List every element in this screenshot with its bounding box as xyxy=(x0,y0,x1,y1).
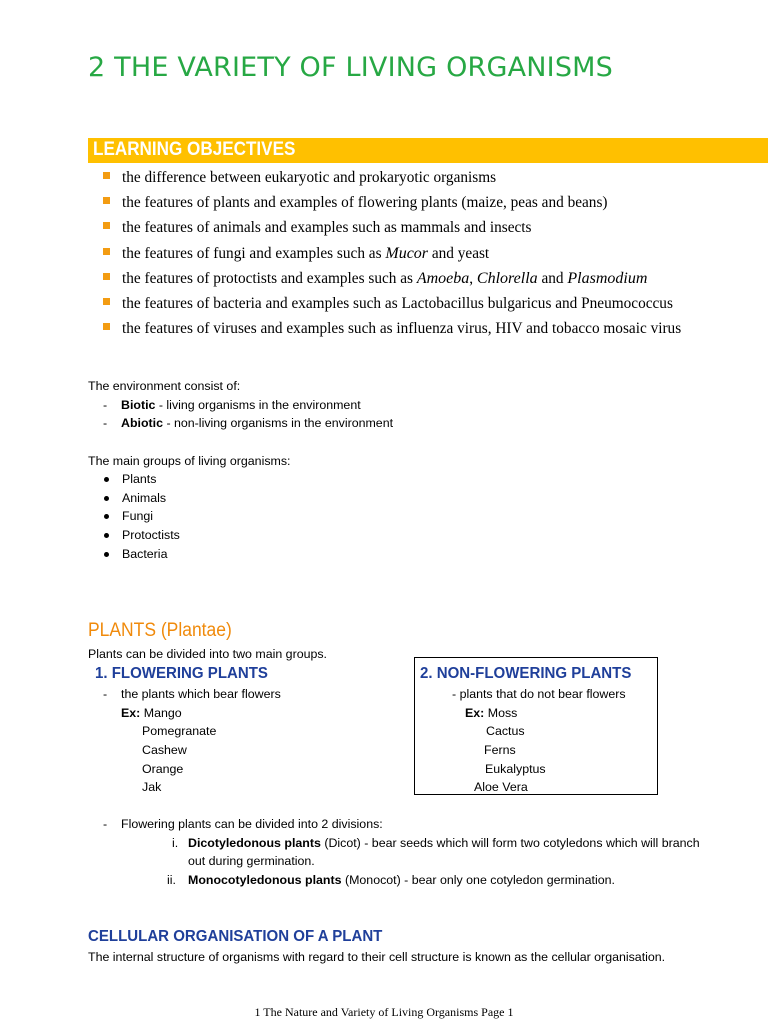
dash-marker: - xyxy=(103,817,108,831)
example-item: Mango xyxy=(143,706,182,720)
example-item: Ferns xyxy=(484,743,516,757)
main-groups-list xyxy=(88,470,180,563)
learning-objective-item xyxy=(100,218,681,243)
example-item: Orange xyxy=(142,762,184,776)
environment-desc: - living organisms in the environment xyxy=(155,398,361,412)
learning-objectives-banner xyxy=(88,138,768,163)
environment-desc: - non-living organisms in the environment xyxy=(163,416,394,430)
non-flowering-ex-row xyxy=(465,704,517,723)
learning-objective-item xyxy=(100,193,681,218)
italic-term: Amoeba xyxy=(416,269,470,287)
objective-text: the difference between eukaryotic and prokaryotic organisms xyxy=(122,169,497,186)
cellular-organisation-heading: CELLULAR ORGANISATION OF A PLANT xyxy=(88,928,383,945)
page-footer: 1 The Nature and Variety of Living Organisms Page 1 xyxy=(254,1005,514,1019)
flowering-plants-desc xyxy=(103,685,281,704)
ex-label: Ex: xyxy=(465,706,485,720)
environment-term: Abiotic xyxy=(121,416,163,430)
divisions-intro-text: Flowering plants can be divided into 2 divisions: xyxy=(121,817,383,831)
environment-item-abiotic xyxy=(103,414,393,432)
objective-text: the features of protoctists and examples such as xyxy=(122,269,417,287)
division-number: ii. xyxy=(167,873,176,887)
italic-term: Mucor xyxy=(385,244,429,262)
square-bullet-icon xyxy=(103,172,110,179)
italic-term: Plasmodium xyxy=(567,269,648,287)
example-item: Eukalyptus xyxy=(485,762,546,776)
division-number: i. xyxy=(172,836,179,850)
objective-text: and xyxy=(537,269,568,287)
plants-intro: Plants can be divided into two main groups. xyxy=(88,647,328,661)
environment-intro: The environment consist of: xyxy=(88,379,241,393)
dash-marker: - xyxy=(103,416,108,430)
chapter-title: 2 THE VARIETY OF LIVING ORGANISMS xyxy=(88,52,614,83)
square-bullet-icon xyxy=(103,273,110,280)
example-item: Aloe Vera xyxy=(474,780,528,794)
cellular-organisation-text: The internal structure of organisms with regard to their cell structure is known as the cellular organisation. xyxy=(88,950,666,964)
plants-heading: PLANTS (Plantae) xyxy=(88,620,232,641)
main-groups-intro: The main groups of living organisms: xyxy=(88,454,291,468)
list-item: Fungi xyxy=(88,507,180,526)
division-desc: (Monocot) - bear only one cotyledon germination. xyxy=(341,873,615,887)
square-bullet-icon xyxy=(103,197,110,204)
learning-objective-item xyxy=(100,319,681,344)
division-desc: (Dicot) - bear seeds which will form two cotyledons which will branch xyxy=(320,836,700,850)
objective-text: the features of viruses and examples such as influenza virus, HIV and tobacco mosaic virus xyxy=(122,320,682,338)
learning-objective-item xyxy=(100,294,681,319)
list-item: Plants xyxy=(88,470,180,489)
division-desc-continued: out during germination. xyxy=(188,854,315,868)
flowering-desc-text: the plants which bear flowers xyxy=(121,687,281,701)
example-item: Cactus xyxy=(486,724,525,738)
objective-text: the features of bacteria and examples such as Lactobacillus bulgaricus and Pneumococcus xyxy=(122,294,673,312)
objective-text: and yeast xyxy=(428,244,490,262)
square-bullet-icon xyxy=(103,248,110,255)
flowering-ex-row xyxy=(121,704,182,723)
example-item: Cashew xyxy=(142,743,187,757)
square-bullet-icon xyxy=(103,222,110,229)
example-item: Moss xyxy=(487,706,518,720)
division-term: Monocotyledonous plants xyxy=(188,873,342,887)
example-item: Jak xyxy=(142,780,162,794)
learning-objectives-heading: LEARNING OBJECTIVES xyxy=(93,139,296,160)
environment-term: Biotic xyxy=(121,398,156,412)
objective-text: the features of fungi and examples such as xyxy=(122,244,386,262)
example-item: Pomegranate xyxy=(142,724,217,738)
italic-term: Chlorella xyxy=(476,269,538,287)
dash-marker: - xyxy=(103,398,108,412)
learning-objective-item xyxy=(100,244,681,269)
objective-text: , xyxy=(469,269,477,287)
objective-text: the features of animals and examples such as mammals and insects xyxy=(122,219,532,237)
learning-objectives-list xyxy=(100,168,681,344)
objective-text: the features of plants and examples of flowering plants (maize, peas and beans) xyxy=(122,194,608,212)
divisions-intro xyxy=(103,815,383,834)
non-flowering-plants-heading: 2. NON-FLOWERING PLANTS xyxy=(420,665,632,682)
learning-objective-item xyxy=(100,269,681,294)
square-bullet-icon xyxy=(103,323,110,330)
ex-label: Ex: xyxy=(121,706,141,720)
learning-objective-item xyxy=(100,168,681,193)
list-item: Animals xyxy=(88,489,180,508)
division-monocot xyxy=(188,871,615,890)
environment-item-biotic xyxy=(103,396,361,414)
division-term: Dicotyledonous plants xyxy=(188,836,321,850)
list-item: Protoctists xyxy=(88,526,180,545)
flowering-plants-heading: 1. FLOWERING PLANTS xyxy=(95,665,268,682)
non-flowering-plants-desc: - plants that do not bear flowers xyxy=(452,687,626,701)
dash-marker: - xyxy=(103,687,108,701)
square-bullet-icon xyxy=(103,298,110,305)
division-dicot xyxy=(188,834,700,853)
list-item: Bacteria xyxy=(88,545,180,564)
